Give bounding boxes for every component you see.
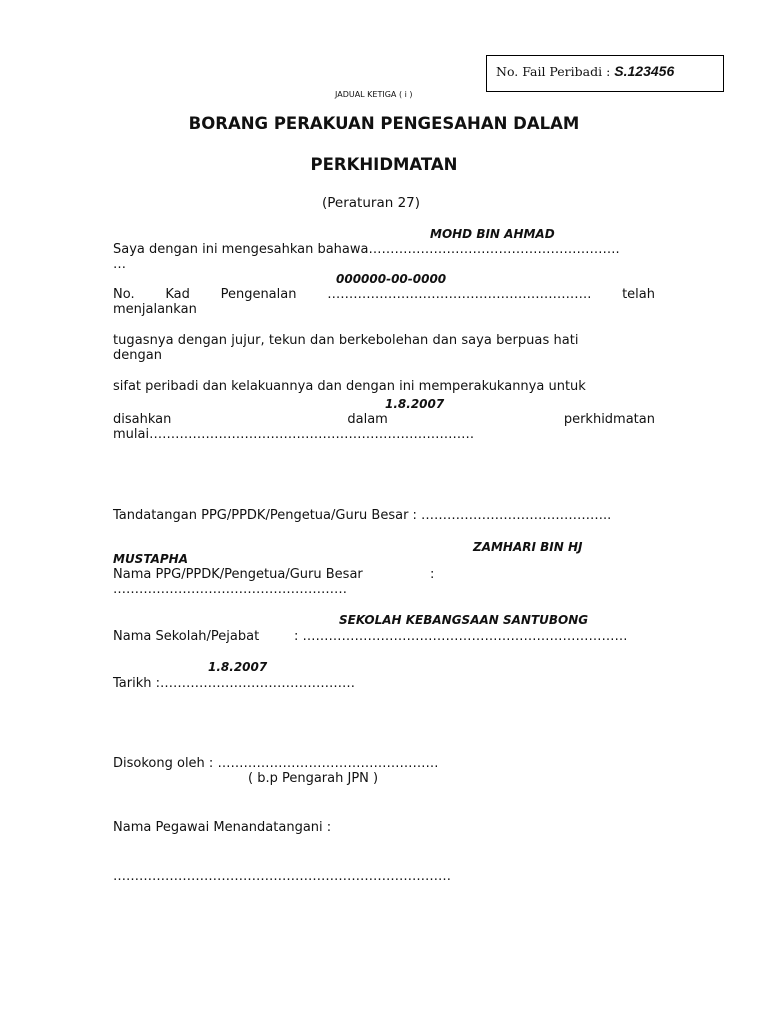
fail-number-label: No. Fail Peribadi : xyxy=(496,64,611,79)
jadual-label: JADUAL KETIGA ( i ) xyxy=(335,90,413,99)
fail-number-box xyxy=(486,55,724,92)
filled-principal-name-line2: MUSTAPHA xyxy=(113,552,188,566)
disahkan-word-2: dalam xyxy=(347,412,388,427)
filled-school-name: SEKOLAH KEBANGSAAN SANTUBONG xyxy=(339,613,589,627)
kad-dots: ……………………………………………………. xyxy=(327,287,592,302)
signature-dots-line: …………………………………………………………………… xyxy=(113,869,451,884)
tugas-line: tugasnya dengan jujur, tekun dan berkebolehan dan saya berpuas hati xyxy=(113,333,579,348)
disahkan-word-1: disahkan xyxy=(113,412,172,427)
menjalankan-word: menjalankan xyxy=(113,302,197,317)
kad-word-2: Kad xyxy=(165,287,190,302)
filled-principal-name-line1: ZAMHARI BIN HJ xyxy=(473,540,583,554)
nama-sekolah-dots: : ………………………………………………………………… xyxy=(294,629,628,644)
disahkan-word-3: perkhidmatan xyxy=(563,412,655,427)
nama-sekolah-label: Nama Sekolah/Pejabat xyxy=(113,629,260,644)
kad-word-4: telah xyxy=(622,287,655,302)
dengan-word: dengan xyxy=(113,348,162,363)
bp-pengarah-label: ( b.p Pengarah JPN ) xyxy=(248,771,379,786)
nama-ppg-dots: ……………………………………………… xyxy=(113,582,347,597)
nama-pegawai-label: Nama Pegawai Menandatangani : xyxy=(113,820,332,835)
filled-date-mula: 1.8.2007 xyxy=(385,397,445,411)
filled-tarikh: 1.8.2007 xyxy=(208,660,268,674)
saya-line: Saya dengan ini mengesahkan bahawa…………………………………………………. xyxy=(113,242,620,257)
kad-word-3: Pengenalan xyxy=(220,287,297,302)
nama-ppg-colon: : xyxy=(430,567,435,582)
kad-word-1: No. xyxy=(113,287,135,302)
kad-pengenalan-line xyxy=(113,287,655,302)
tarikh-line: Tarikh :……………………………………… xyxy=(113,676,355,691)
fail-number xyxy=(496,63,674,79)
mulai-line: mulai………………………………………………………………… xyxy=(113,427,475,442)
fail-number-value: S.123456 xyxy=(614,63,675,79)
sifat-line: sifat peribadi dan kelakuannya dan dengan ini memperakukannya untuk xyxy=(113,379,586,394)
disokong-line: Disokong oleh : …………………………………………… xyxy=(113,756,439,771)
filled-ic-number: 000000-00-0000 xyxy=(336,272,447,286)
filled-officer-name: MOHD BIN AHMAD xyxy=(430,227,555,241)
form-title-line1: BORANG PERAKUAN PENGESAHAN DALAM xyxy=(188,114,580,133)
disahkan-line xyxy=(113,412,655,427)
peraturan-label: (Peraturan 27) xyxy=(322,195,421,211)
saya-line-cont: … xyxy=(113,257,126,272)
nama-ppg-label: Nama PPG/PPDK/Pengetua/Guru Besar xyxy=(113,567,363,582)
tandatangan-line: Tandatangan PPG/PPDK/Pengetua/Guru Besar : …………………………………….. xyxy=(113,508,612,523)
form-title-line2: PERKHIDMATAN xyxy=(310,155,458,174)
